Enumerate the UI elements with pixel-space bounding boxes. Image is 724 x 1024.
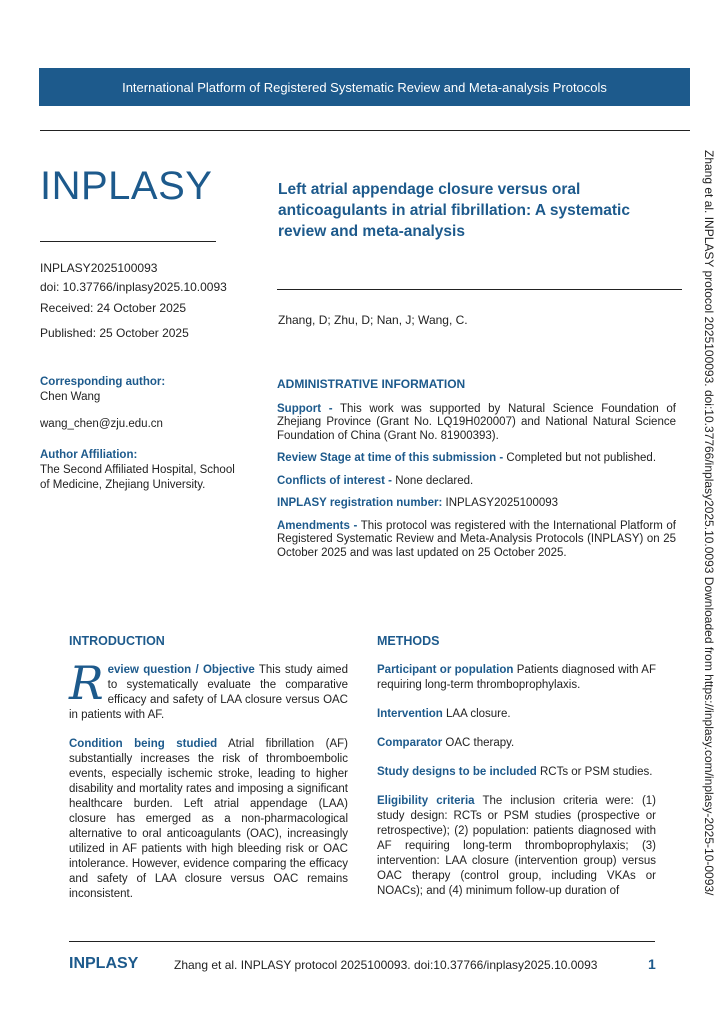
paper-title: Left atrial appendage closure versus oral anticoagulants in atrial fibrillation: A systematic review and meta-analysis	[278, 181, 630, 240]
vertical-citation	[700, 150, 720, 925]
affiliation-block	[40, 448, 240, 493]
review-question-label: eview question / Objective	[107, 664, 255, 676]
banner-text: International Platform of Registered Systematic Review and Meta-analysis Protocols	[122, 79, 607, 95]
comparator-paragraph	[377, 736, 656, 751]
affiliation-text: The Second Affiliated Hospital, School of Medicine, Zhejiang University.	[40, 464, 235, 491]
review-question-paragraph	[69, 656, 348, 723]
participant-paragraph	[377, 663, 656, 693]
brand-underline	[40, 241, 216, 242]
condition-paragraph	[69, 737, 348, 902]
registration-id: INPLASY2025100093	[40, 261, 158, 275]
top-divider	[40, 130, 690, 131]
corresponding-author-block	[40, 375, 240, 432]
methods-title: METHODS	[377, 634, 440, 648]
affiliation-label: Author Affiliation:	[40, 449, 138, 461]
drop-cap: R	[69, 656, 104, 710]
admin-section-title: ADMINISTRATIVE INFORMATION	[277, 377, 466, 391]
support-label: Support -	[277, 402, 333, 415]
introduction-title: INTRODUCTION	[69, 634, 165, 648]
registration-paragraph	[277, 497, 676, 511]
corresponding-author-email: wang_chen@zju.edu.cn	[40, 418, 163, 430]
participant-label: Participant or population	[377, 664, 514, 676]
support-paragraph	[277, 403, 676, 444]
comparator-text: OAC therapy.	[445, 737, 515, 749]
study-designs-text: RCTs or PSM studies.	[539, 766, 653, 778]
footer-inplasy-logo-text: INPLASY	[69, 955, 139, 972]
amendments-text: This protocol was registered with the International Platform of Registered Systematic Review and Meta-Analysis Protocols (INPLASY) on 25 October 2025 and was last updated on 25 October 2025.	[277, 519, 676, 559]
administrative-information	[277, 378, 676, 569]
intervention-paragraph	[377, 707, 656, 722]
amendments-label: Amendments -	[277, 519, 358, 532]
intervention-text: LAA closure.	[446, 708, 511, 720]
participant-text: Patients diagnosed with AF requiring long-term thromboprophylaxis.	[377, 664, 656, 691]
header-banner	[39, 68, 690, 106]
author-list: Zhang, D; Zhu, D; Nan, J; Wang, C.	[278, 313, 468, 327]
review-stage-text: Completed but not published.	[506, 452, 657, 464]
support-text: This work was supported by Natural Science Foundation of Zhejiang Province (Grant No. LQ19H020007) and National Natural Science Foundation of China (Grant No. 81900393).	[277, 402, 676, 442]
amendments-paragraph	[277, 520, 676, 561]
eligibility-paragraph	[377, 794, 656, 899]
title-divider	[277, 289, 682, 290]
corresponding-author-name: Chen Wang	[40, 391, 101, 403]
introduction-column	[69, 634, 348, 916]
review-stage-paragraph	[277, 452, 676, 466]
published-date: Published: 25 October 2025	[40, 326, 189, 340]
condition-text: Atrial fibrillation (AF) substantially increases the risk of thromboembolic events, especially ischemic stroke, leading to higher disability and mortality rates and imposing a significant healthcare burden. Left atrial appendage (LAA) closure has emerged as a non-pharmacological alternative to oral anticoagulants (OAC), increasingly utilized in AF patients with high bleeding risk or OAC intolerance. However, evidence comparing the efficacy and safety of LAA closure versus OAC remains inconsistent.	[69, 738, 349, 900]
received-date: Received: 24 October 2025	[40, 301, 187, 315]
footer-citation: Zhang et al. INPLASY protocol 2025100093. doi:10.37766/inplasy2025.10.0093	[174, 958, 598, 972]
eligibility-label: Eligibility criteria	[377, 795, 475, 807]
doi-text: doi: 10.37766/inplasy2025.10.0093	[40, 280, 227, 294]
eligibility-text: The inclusion criteria were: (1) study design: RCTs or PSM studies (prospective or retrospective); (2) population: patients diagnosed with AF requiring long-term thromboprophylaxis; (3) intervention: LAA closure (intervention group) versus OAC therapy (control group, including VKAs or NOACs); and (4) minimum follow-up duration of	[377, 795, 656, 897]
review-question-text: This study aimed to systematically evaluate the comparative efficacy and safety of LAA closure versus OAC in patients with AF.	[69, 664, 348, 721]
study-designs-label: Study designs to be included	[377, 766, 537, 778]
conflicts-label: Conflicts of interest -	[277, 474, 393, 487]
intervention-label: Intervention	[377, 708, 443, 720]
corresponding-author-label: Corresponding author:	[40, 376, 166, 388]
review-stage-label: Review Stage at time of this submission -	[277, 452, 504, 464]
registration-label: INPLASY registration number:	[277, 497, 443, 509]
comparator-label: Comparator	[377, 737, 443, 749]
conflicts-paragraph	[277, 475, 676, 489]
conflicts-text: None declared.	[395, 474, 474, 487]
registration-number: INPLASY2025100093	[445, 497, 559, 509]
study-designs-paragraph	[377, 765, 656, 780]
vertical-citation-text: Zhang et al. INPLASY protocol 2025100093. doi:10.37766/inplasy2025.10.0093 Downloaded from https://inplasy.com/inplasy-2025-10-0093/	[702, 150, 716, 896]
condition-label: Condition being studied	[69, 738, 218, 750]
inplasy-logo-text: INPLASY	[40, 164, 213, 208]
methods-column	[377, 634, 656, 913]
page-number: 1	[648, 956, 656, 972]
footer-divider	[69, 941, 655, 942]
